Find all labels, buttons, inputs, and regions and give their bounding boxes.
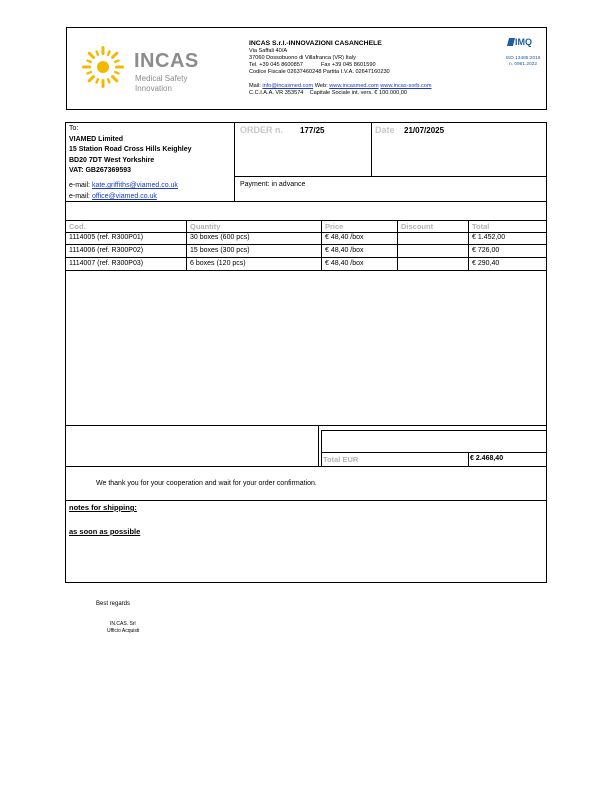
- company-codice-fiscale: Codice Fiscale 02637460248: [249, 69, 322, 75]
- date-label: Date: [375, 125, 395, 135]
- recipient-emails: [69, 180, 178, 202]
- table-cell-price: € 48,40 /box: [325, 260, 364, 267]
- email-row-1: [69, 180, 178, 191]
- registry-number: C.C.I.A.A. VR 353574: [249, 90, 304, 96]
- column-header-code: Cod.: [69, 222, 86, 231]
- recipient-address-2: BD20 7DT West Yorkshire: [69, 156, 155, 164]
- company-web-link-2[interactable]: www.incas-sorb.com: [380, 83, 432, 89]
- recipient-email-link-1[interactable]: kate.griffiths@viamed.co.uk: [91, 182, 178, 189]
- column-header-total: Total: [472, 222, 490, 231]
- signature-department: Ufficio Acquisti: [107, 628, 140, 634]
- web-label: Web:: [314, 83, 328, 89]
- divider: [468, 220, 469, 270]
- imq-logo-text: IMQ: [515, 37, 532, 47]
- divider: [65, 425, 547, 426]
- table-cell-price: € 48,40 /box: [325, 234, 364, 241]
- table-cell-quantity: 15 boxes (300 pcs): [190, 247, 250, 254]
- recipient-block: [69, 124, 192, 177]
- column-header-discount: Discount: [401, 222, 434, 231]
- divider: [371, 122, 372, 177]
- table-cell-code: 1114007 (ref. R300P03): [69, 260, 144, 267]
- table-cell-code: 1114005 (ref. R300P01): [69, 234, 144, 241]
- divider: [65, 220, 547, 221]
- divider: [321, 220, 322, 270]
- table-cell-total: € 726,00: [472, 247, 500, 254]
- cert-line-2: n. 0981.2022: [508, 62, 537, 67]
- logo-tagline: [135, 74, 187, 94]
- divider: [321, 452, 547, 453]
- company-web-link-1[interactable]: www.incasmed.com: [329, 83, 379, 89]
- thanks-message: We thank you for your cooperation and wait for your order confirmation.: [96, 480, 317, 487]
- order-date: 21/07/2025: [404, 126, 445, 135]
- total-value: € 2.468,40: [470, 455, 504, 462]
- table-cell-quantity: 30 boxes (600 pcs): [190, 234, 250, 241]
- recipient-address-1: 15 Station Road Cross Hills Keighley: [69, 146, 192, 153]
- email-label: e-mail:: [69, 182, 91, 189]
- recipient-vat: VAT: GB267369593: [69, 167, 131, 174]
- email-label: e-mail:: [69, 193, 91, 200]
- imq-certification-logo: [508, 37, 532, 47]
- company-address-2: 37060 Dossobuono di Villafranca (VR) Italy: [249, 55, 356, 61]
- table-cell-price: € 48,40 /box: [325, 247, 364, 254]
- table-cell-quantity: 6 boxes (120 pcs): [190, 260, 246, 267]
- total-label: Total EUR: [323, 455, 359, 464]
- divider: [186, 220, 187, 270]
- cert-line-1: ISO 13485:2016: [505, 56, 541, 61]
- shipping-notes-title: notes for shipping:: [69, 503, 137, 512]
- divider: [65, 466, 547, 467]
- company-registry: [249, 90, 407, 97]
- divider: [65, 500, 547, 501]
- table-cell-total: € 290,40: [472, 260, 500, 267]
- certification-text: [500, 56, 546, 68]
- column-header-price: Price: [325, 222, 344, 231]
- sun-logo-icon: [78, 42, 128, 92]
- company-address-1: Via Saffali 40/A: [249, 48, 288, 54]
- divider: [234, 122, 235, 201]
- divider: [468, 452, 469, 466]
- company-mail-link[interactable]: info@incasmed.com: [262, 83, 314, 89]
- divider: [65, 270, 547, 271]
- recipient-name: VIAMED Limited: [69, 135, 124, 143]
- email-row-2: [69, 191, 178, 202]
- divider: [321, 430, 547, 431]
- to-label: To:: [69, 125, 79, 132]
- divider: [65, 232, 547, 233]
- table-cell-total: € 1.452,00: [472, 234, 506, 241]
- payment-terms: Payment: in advance: [240, 181, 306, 188]
- company-fax: Fax +39 045 8601590: [321, 62, 376, 68]
- order-label: ORDER n.: [240, 125, 284, 135]
- signature-company: IN.CAS. Srl: [110, 621, 136, 627]
- company-contacts: [249, 83, 432, 90]
- company-tel: Tel. +39 045 8600857: [249, 62, 303, 68]
- mail-label: Mail:: [249, 83, 261, 89]
- column-header-quantity: Quantity: [190, 222, 221, 231]
- company-partita-iva: Partita I.V.A. 02647160230: [323, 69, 390, 75]
- company-logo: [78, 42, 208, 94]
- divider: [318, 425, 319, 466]
- share-capital: Capitale Sociale int. vers. € 100.000,00: [309, 90, 407, 96]
- logo-tagline-line-1: Medical Safety: [135, 74, 188, 83]
- table-cell-code: 1114006 (ref. R300P02): [69, 247, 144, 254]
- logo-wordmark: INCAS: [134, 50, 199, 72]
- divider: [397, 220, 398, 270]
- divider: [65, 244, 547, 245]
- divider: [234, 176, 547, 177]
- recipient-email-link-2[interactable]: office@viamed.co.uk: [91, 193, 157, 200]
- divider: [321, 430, 322, 466]
- logo-tagline-line-2: Innovation: [135, 84, 172, 93]
- order-number: 177/25: [300, 126, 325, 135]
- divider: [65, 257, 547, 258]
- imq-mark-icon: [507, 38, 515, 46]
- closing-regards: Best regards: [96, 601, 131, 607]
- company-name: INCAS S.r.l.-INNOVAZIONI CASANCHELE: [249, 40, 382, 47]
- shipping-notes-text: as soon as possible: [69, 527, 141, 536]
